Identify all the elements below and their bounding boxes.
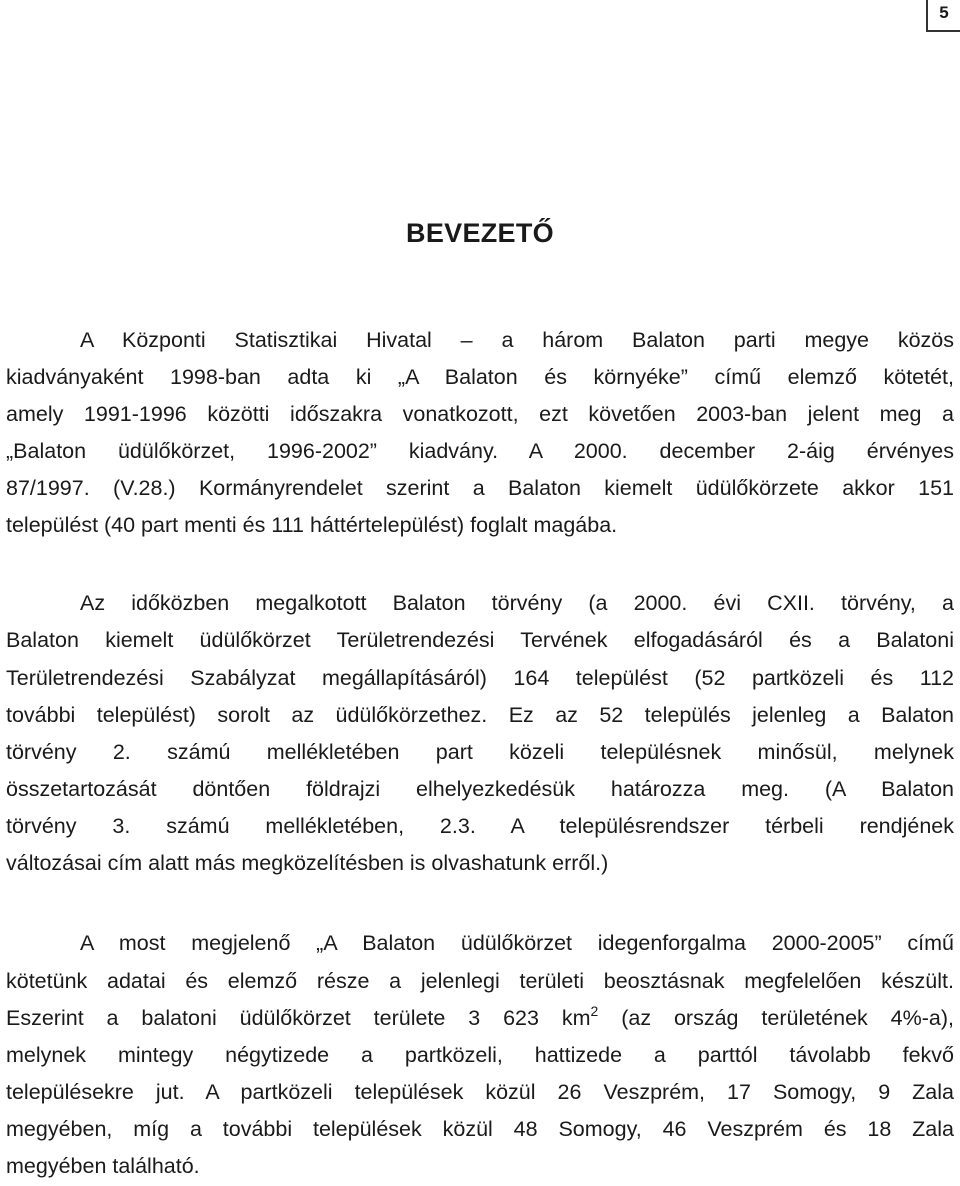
paragraph-2-line-3: Területrendezési Szabályzat megállapításáról) 164 települést (52 partközeli és 112 — [6, 666, 954, 690]
paragraph-1-line-2: kiadványaként 1998-ban adta ki „A Balaton és környéke” című elemző kötetét, — [6, 365, 954, 389]
paragraph-2-line-4: további települést) sorolt az üdülőkörzethez. Ez az 52 település jelenleg a Balaton — [6, 703, 954, 727]
page-title: BEVEZETŐ — [406, 218, 554, 248]
paragraph-1-line-5: 87/1997. (V.28.) Kormányrendelet szerint a Balaton kiemelt üdülőkörzete akkor 151 — [6, 476, 954, 500]
page-number: 5 — [926, 0, 960, 32]
paragraph-2-line-5: törvény 2. számú mellékletében part közeli településnek minősül, melynek — [6, 740, 954, 764]
area-share-text: (az ország területének 4%-a), — [598, 1006, 954, 1030]
area-unit-superscript: 2 — [590, 1003, 599, 1019]
paragraph-3-line-7: megyében található. — [6, 1154, 200, 1178]
paragraph-3-line-1: A most megjelenő „A Balaton üdülőkörzet idegenforgalma 2000-2005” című — [80, 931, 954, 955]
paragraph-2-line-7: törvény 3. számú mellékletében, 2.3. A településrendszer térbeli rendjének — [6, 814, 954, 838]
paragraph-1-line-6: települést (40 part menti és 111 háttértelepülést) foglalt magába. — [6, 513, 618, 537]
paragraph-2-line-6: összetartozását döntően földrajzi elhelyezkedésük határozza meg. (A Balaton — [6, 777, 954, 801]
paragraph-3-line-2: kötetünk adatai és elemző része a jelenlegi területi beosztásnak megfelelően készült. — [6, 969, 954, 993]
paragraph-1-line-4: „Balaton üdülőkörzet, 1996-2002” kiadvány. A 2000. december 2-áig érvényes — [6, 439, 954, 463]
paragraph-3-line-4: melynek mintegy négytizede a partközeli, hattizede a parttól távolabb fekvő — [6, 1043, 954, 1067]
paragraph-3-line-3 — [6, 1000, 954, 1036]
paragraph-1-line-3: amely 1991-1996 közötti időszakra vonatkozott, ezt követően 2003-ban jelent meg a — [6, 402, 954, 426]
paragraph-1-line-1: A Központi Statisztikai Hivatal – a három Balaton parti megye közös — [80, 328, 954, 352]
paragraph-2-line-8: változásai cím alatt más megközelítésben is olvashatunk erről.) — [6, 851, 609, 875]
paragraph-2-line-2: Balaton kiemelt üdülőkörzet Területrendezési Tervének elfogadásáról és a Balatoni — [6, 628, 954, 652]
paragraph-2-line-1: Az időközben megalkotott Balaton törvény (a 2000. évi CXII. törvény, a — [80, 591, 954, 615]
area-text: Eszerint a balatoni üdülőkörzet területe 3 623 km — [6, 1006, 591, 1030]
paragraph-3-line-6: megyében, míg a további települések közül 48 Somogy, 46 Veszprém és 18 Zala — [6, 1117, 954, 1141]
paragraph-3-line-5: településekre jut. A partközeli települések közül 26 Veszprém, 17 Somogy, 9 Zala — [6, 1080, 954, 1104]
